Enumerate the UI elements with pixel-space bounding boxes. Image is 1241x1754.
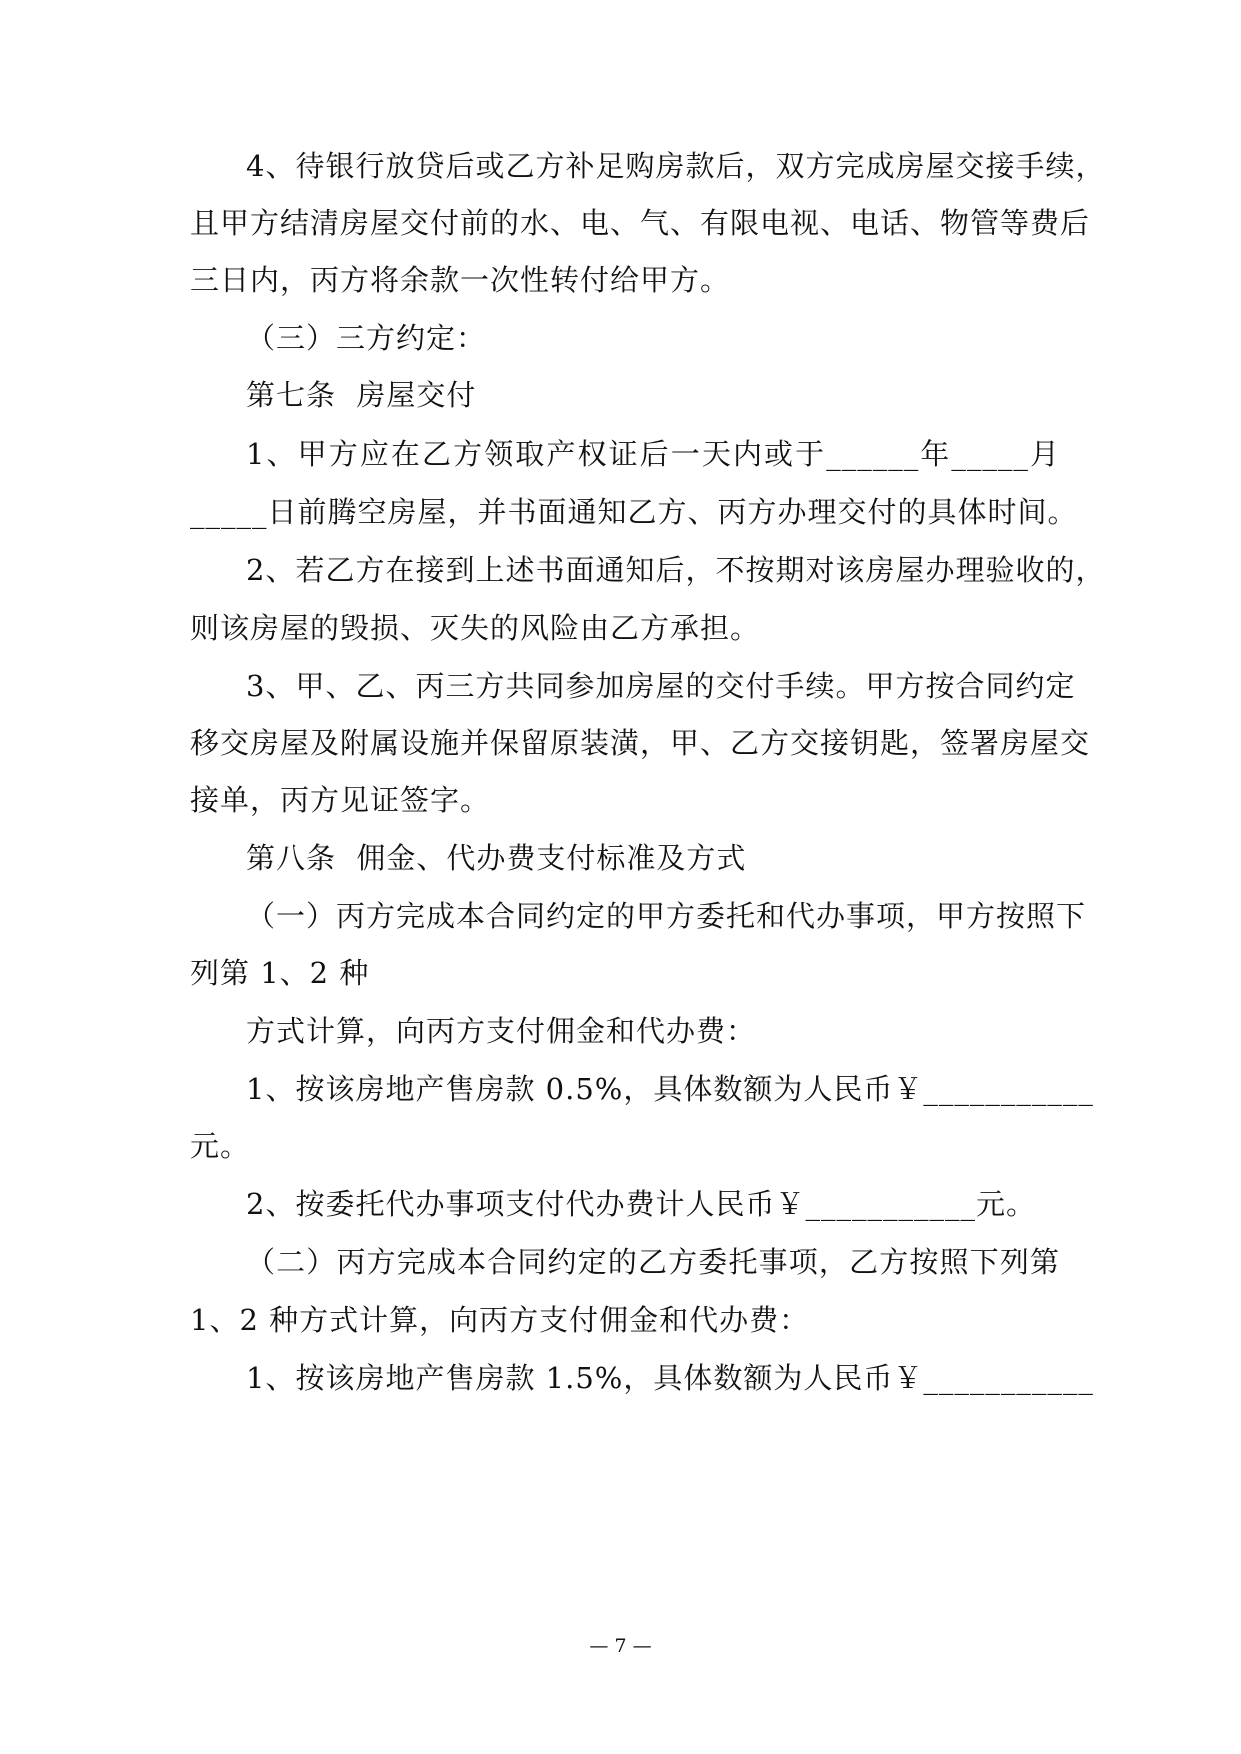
paragraph-line: 2、按委托代办事项支付代办费计人民币￥___________元。 (246, 1187, 1036, 1221)
section-heading: （三）三方约定： (246, 321, 487, 355)
paragraph-line: 且甲方结清房屋交付前的水、电、气、有限电视、电话、物管等费后 (190, 206, 1091, 240)
paragraph-line: 列第 1、2 种 (190, 956, 370, 990)
paragraph-line: 方式计算，向丙方支付佣金和代办费： (246, 1014, 757, 1048)
page-number: — 7 — (589, 1635, 652, 1657)
paragraph-line: _____日前腾空房屋，并书面通知乙方、丙方办理交付的具体时间。 (190, 495, 1078, 529)
paragraph-line: 三日内，丙方将余款一次性转付给甲方。 (190, 263, 731, 297)
paragraph-line: 3、甲、乙、丙三方共同参加房屋的交付手续。甲方按合同约定 (246, 669, 1076, 703)
paragraph-line: 1、按该房地产售房款 0.5%，具体数额为人民币￥___________ (246, 1072, 1094, 1106)
paragraph-line: 则该房屋的毁损、灭失的风险由乙方承担。 (190, 611, 761, 645)
article-heading: 第七条 房屋交付 (246, 378, 477, 412)
paragraph-line: 1、甲方应在乙方领取产权证后一天内或于______年_____月 (246, 437, 1060, 471)
paragraph-line: 接单，丙方见证签字。 (190, 783, 491, 817)
paragraph-line: （二）丙方完成本合同约定的乙方委托事项，乙方按照下列第 (246, 1245, 1060, 1279)
article-heading: 第八条 佣金、代办费支付标准及方式 (246, 841, 747, 875)
paragraph-line: 元。 (190, 1129, 251, 1163)
paragraph-line: 2、若乙方在接到上述书面通知后，不按期对该房屋办理验收的， (246, 553, 1106, 587)
paragraph-line: 1、2 种方式计算，向丙方支付佣金和代办费： (190, 1303, 810, 1337)
paragraph-line: 移交房屋及附属设施并保留原装潢，甲、乙方交接钥匙，签署房屋交 (190, 726, 1091, 760)
paragraph-line: （一）丙方完成本合同约定的甲方委托和代办事项，甲方按照下 (246, 899, 1087, 933)
paragraph-line: 1、按该房地产售房款 1.5%，具体数额为人民币￥___________ (246, 1361, 1094, 1395)
paragraph-line: 4、待银行放贷后或乙方补足购房款后，双方完成房屋交接手续， (246, 149, 1106, 183)
